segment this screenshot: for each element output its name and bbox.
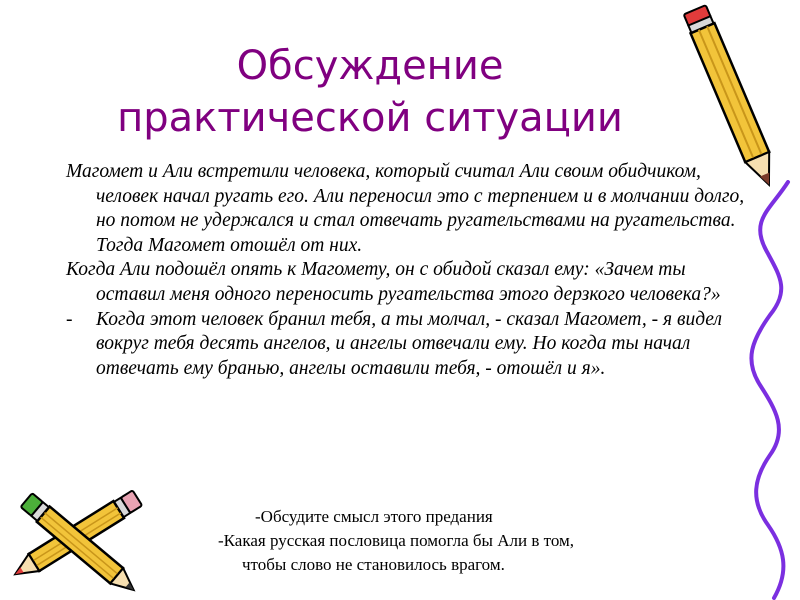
question-1: -Обсудите смысл этого предания	[255, 507, 493, 526]
story-paragraph-2: Когда Али подошёл опять к Магомету, он с обидой сказал ему: «Зачем ты оставил меня одного переносить ругательства этого дерзкого человека?»	[66, 259, 721, 305]
squiggle-line-icon	[730, 180, 800, 600]
slide-title	[60, 40, 680, 144]
pencils-icon	[0, 475, 160, 600]
story-paragraph-1: Магомет и Али встретили человека, который считал Али своим обидчиком, человек начал ругать его. Али переносил это с терпением и в молчании долго, но потом не удержался и стал отвечать ругательствами на ругательства. Тогда Магомет отошёл от них.	[66, 161, 745, 256]
story-paragraph-3	[66, 308, 746, 382]
pencil-icon	[665, 0, 800, 200]
story-paragraph-3-text: Когда этот человек бранил тебя, а ты молчал, - сказал Магомет, - я видел вокруг тебя десять ангелов, и ангелы отвечали ему. Но когда ты начал отвечать ему бранью, ангелы оставили тебя, - отошёл и я».	[96, 308, 722, 379]
question-2-continued: чтобы слово не становилось врагом.	[242, 555, 505, 574]
discussion-questions	[200, 505, 660, 577]
title-line-2: практической ситуации	[117, 95, 623, 141]
story-text	[66, 160, 746, 381]
question-2: -Какая русская пословица помогла бы Али в том,	[218, 531, 575, 550]
dash-bullet: -	[66, 308, 73, 330]
title-line-1: Обсуждение	[236, 43, 504, 89]
